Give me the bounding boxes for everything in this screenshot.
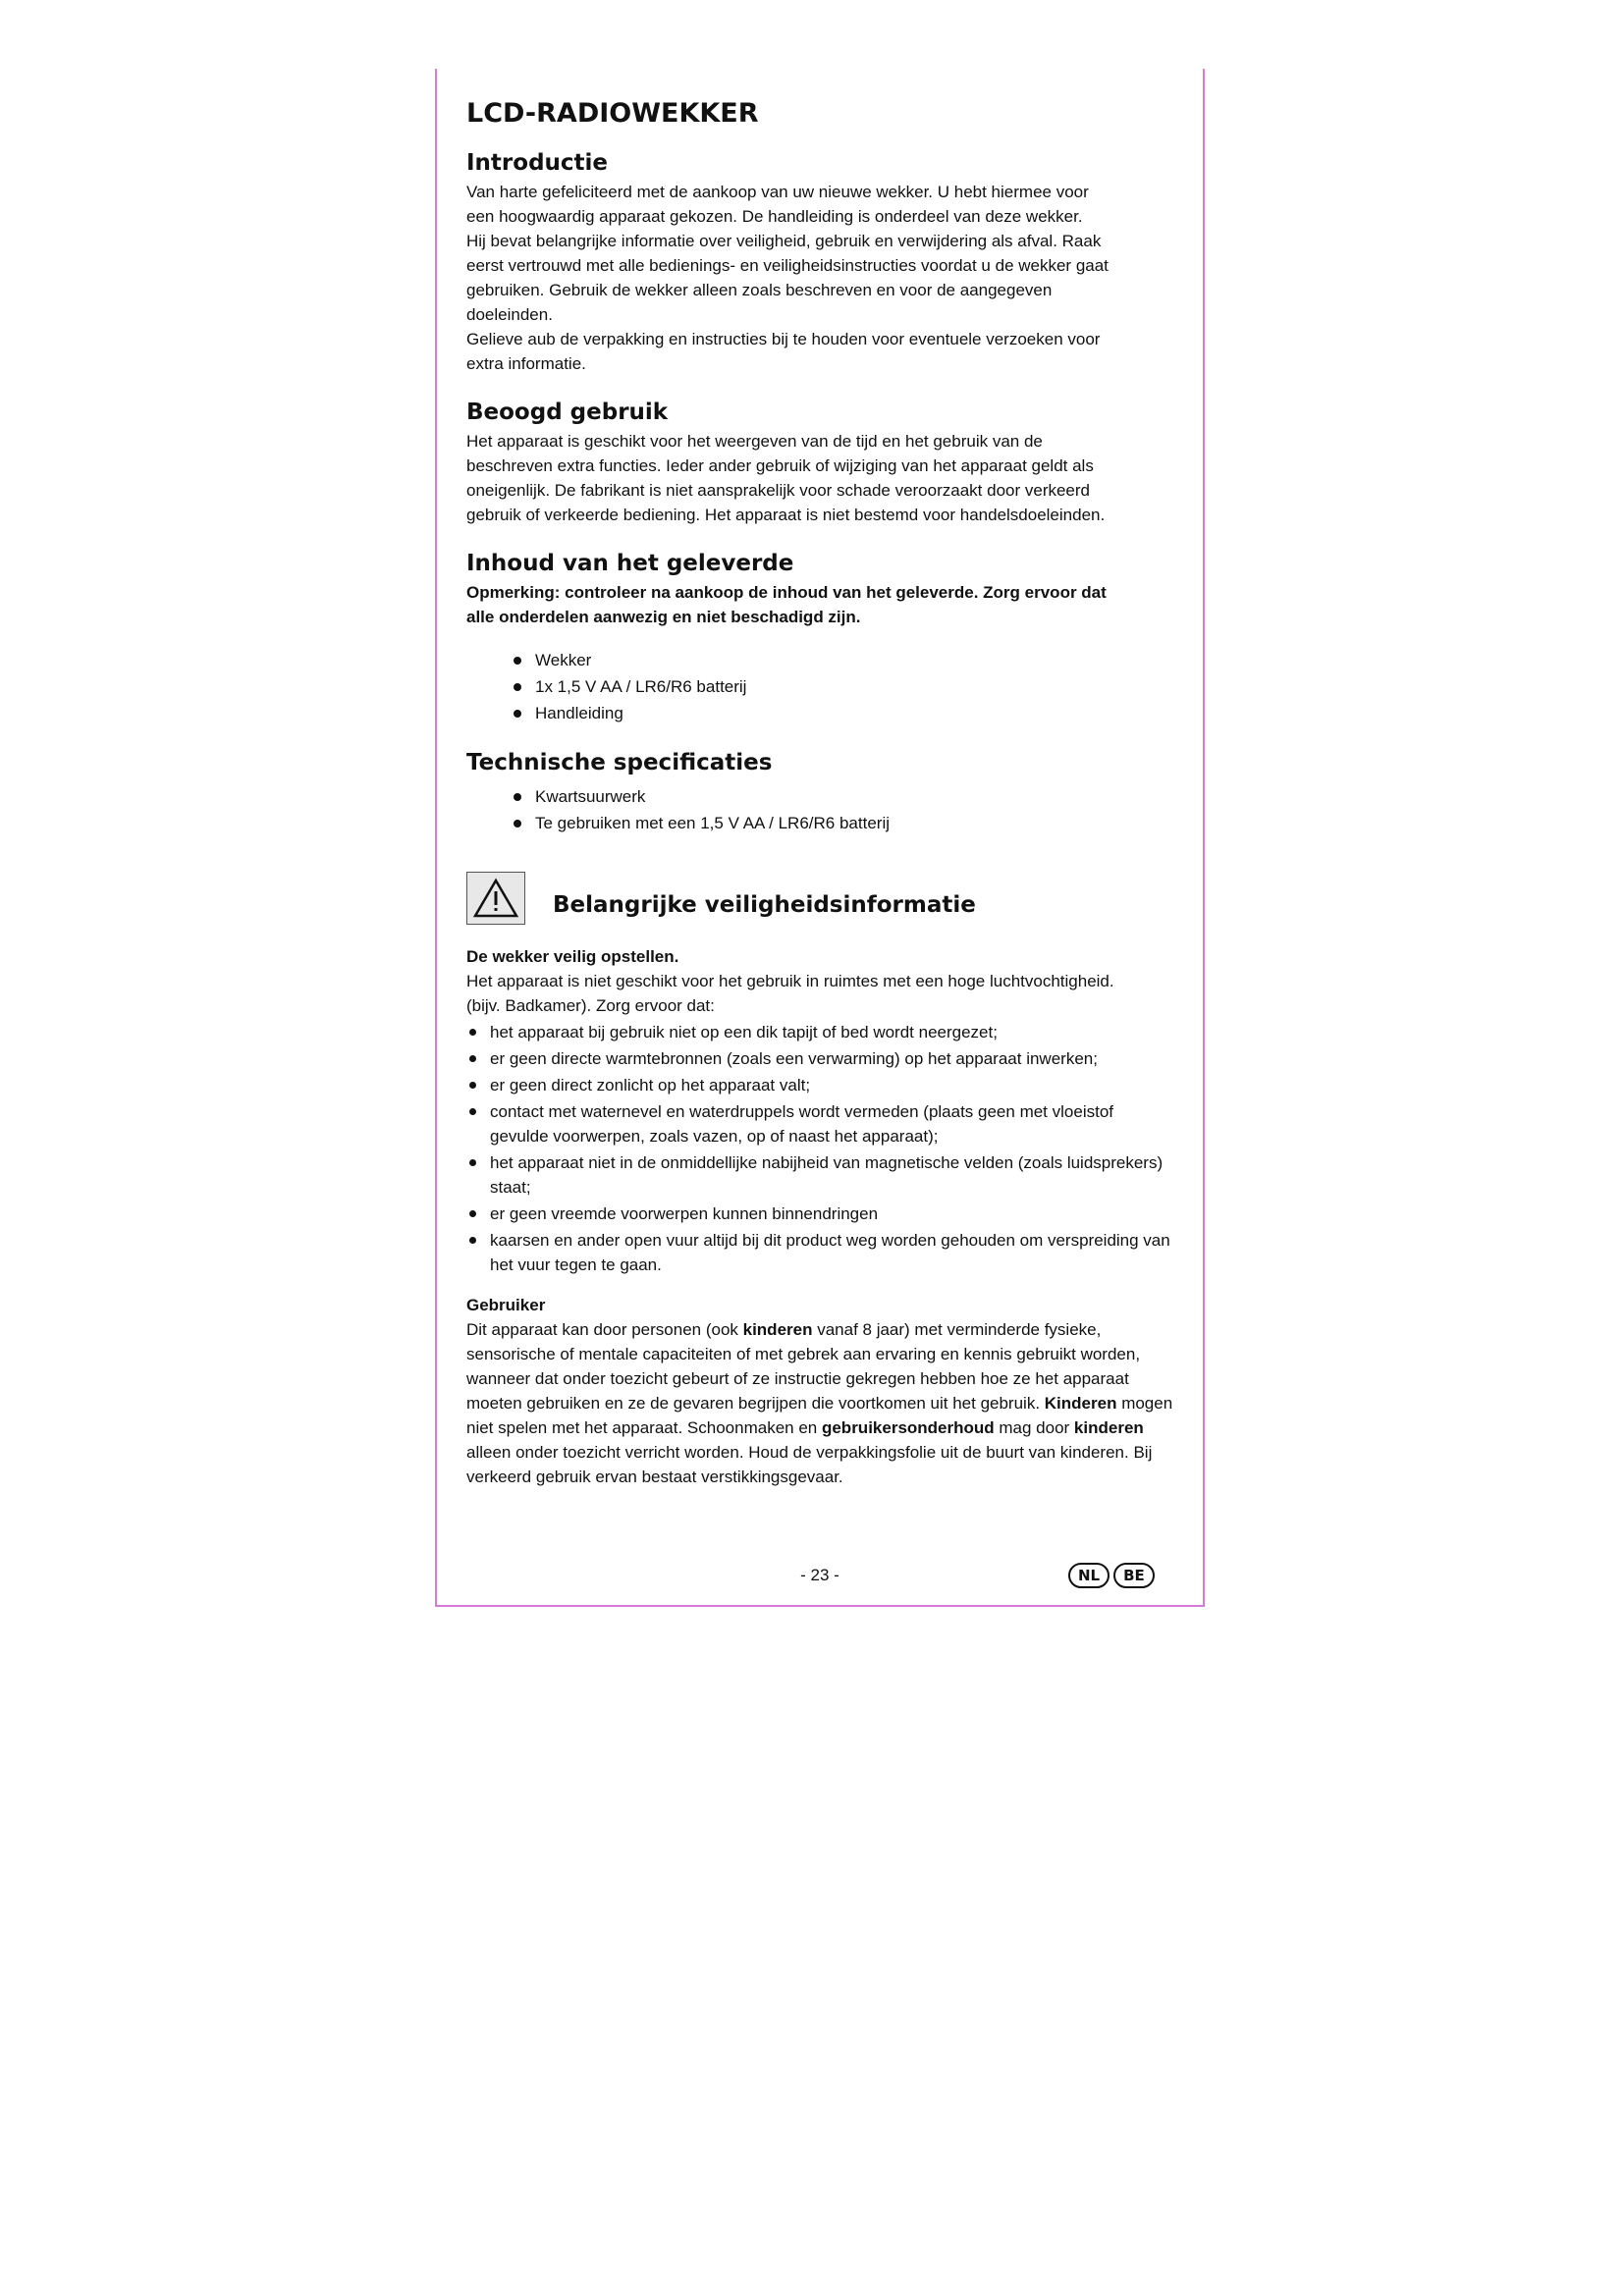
safety-subheading: De wekker veilig opstellen.: [466, 947, 679, 966]
intro-paragraph: Van harte gefeliciteerd met de aankoop van uw nieuwe wekker. U hebt hiermee voor een hoogwaardig apparaat gekozen. De handleiding is onderdeel van deze wekker. Hij bevat belangrijke informatie over veiligheid, gebruik en verwijdering als afval. Raak eerst vertrouwd met alle bedienings- en veiligheidsinstructies voordat u de wekker gaat gebruiken. Gebruik de wekker alleen zoals beschreven en voor de aangegeven doeleinden. Gelieve aub de verpakking en instructies bij te houden voor eventuele verzoeken voor extra informatie.: [466, 183, 1109, 373]
safety-header: [466, 872, 1175, 925]
page-number: - 23 -: [800, 1566, 839, 1584]
list-item: het apparaat bij gebruik niet op een dik tapijt of bed wordt neergezet;: [466, 1020, 1175, 1044]
language-badge-nl: NL: [1068, 1563, 1110, 1588]
language-badge-be: BE: [1113, 1563, 1155, 1588]
list-item: contact met waternevel en waterdruppels wordt vermeden (plaats geen met vloeistof gevulde voorwerpen, zoals vazen, op of naast het apparaat);: [466, 1099, 1175, 1148]
contents-note: Opmerking: controleer na aankoop de inhoud van het geleverde. Zorg ervoor dat alle onderdelen aanwezig en niet beschadigd zijn.: [466, 583, 1107, 626]
list-item: er geen vreemde voorwerpen kunnen binnendringen: [466, 1201, 1175, 1226]
section-specificaties: [466, 750, 1175, 836]
section-inhoud: [466, 551, 1175, 726]
heading-specificaties: Technische specificaties: [466, 750, 773, 775]
document-content: [466, 98, 1175, 1489]
section-introductie: [466, 150, 1175, 376]
list-item: het apparaat niet in de onmiddellijke nabijheid van magnetische velden (zoals luidsprekers) staat;: [466, 1150, 1175, 1200]
language-badges: [1068, 1563, 1155, 1588]
list-item: Wekker: [512, 647, 1175, 673]
heading-inhoud: Inhoud van het geleverde: [466, 551, 794, 576]
list-item: Te gebruiken met een 1,5 V AA / LR6/R6 batterij: [512, 810, 1175, 836]
list-item: Handleiding: [512, 700, 1175, 726]
safety-list: [466, 1020, 1175, 1277]
user-heading: Gebruiker: [466, 1296, 546, 1314]
section-beoogd-gebruik: [466, 400, 1175, 527]
intended-use-paragraph: Het apparaat is geschikt voor het weergeven van de tijd en het gebruik van de beschreven extra functies. Ieder ander gebruik of wijziging van het apparaat geldt als oneigenlijk. De fabrikant is niet aansprakelijk voor schade veroorzaakt door verkeerd gebruik of verkeerde bediening. Het apparaat is niet bestemd voor handelsdoeleinden.: [466, 432, 1106, 524]
warning-triangle-icon: [466, 872, 525, 925]
safety-intro: Het apparaat is niet geschikt voor het gebruik in ruimtes met een hoge luchtvochtigheid. (bijv. Badkamer). Zorg ervoor dat:: [466, 972, 1114, 1015]
specs-list: [512, 783, 1175, 836]
user-paragraph: Dit apparaat kan door personen (ook kinderen vanaf 8 jaar) met verminderde fysieke, sensorische of mentale capaciteiten of met gebrek aan ervaring en kennis gebruikt worden, wanneer dat onder toezicht gebeurt of ze instructie gekregen hebben hoe ze het apparaat moeten gebruiken en ze de gevaren begrijpen die voortkomen uit het gebruik. Kinderen mogen niet spelen met het apparaat. Schoonmaken en gebruikersonderhoud mag door kinderen alleen onder toezicht verricht worden. Houd de verpakkingsfolie uit de buurt van kinderen. Bij verkeerd gebruik ervan bestaat verstikkingsgevaar.: [466, 1320, 1173, 1486]
list-item: er geen direct zonlicht op het apparaat valt;: [466, 1073, 1175, 1097]
heading-veiligheid: Belangrijke veiligheidsinformatie: [553, 892, 976, 918]
list-item: 1x 1,5 V AA / LR6/R6 batterij: [512, 673, 1175, 700]
heading-introductie: Introductie: [466, 150, 609, 176]
list-item: kaarsen en ander open vuur altijd bij dit product weg worden gehouden om verspreiding van het vuur tegen te gaan.: [466, 1228, 1175, 1277]
list-item: Kwartsuurwerk: [512, 783, 1175, 810]
list-item: er geen directe warmtebronnen (zoals een verwarming) op het apparaat inwerken;: [466, 1046, 1175, 1071]
document-title: LCD-RADIOWEKKER: [466, 98, 759, 129]
heading-beoogd-gebruik: Beoogd gebruik: [466, 400, 669, 425]
contents-list: [512, 647, 1175, 726]
